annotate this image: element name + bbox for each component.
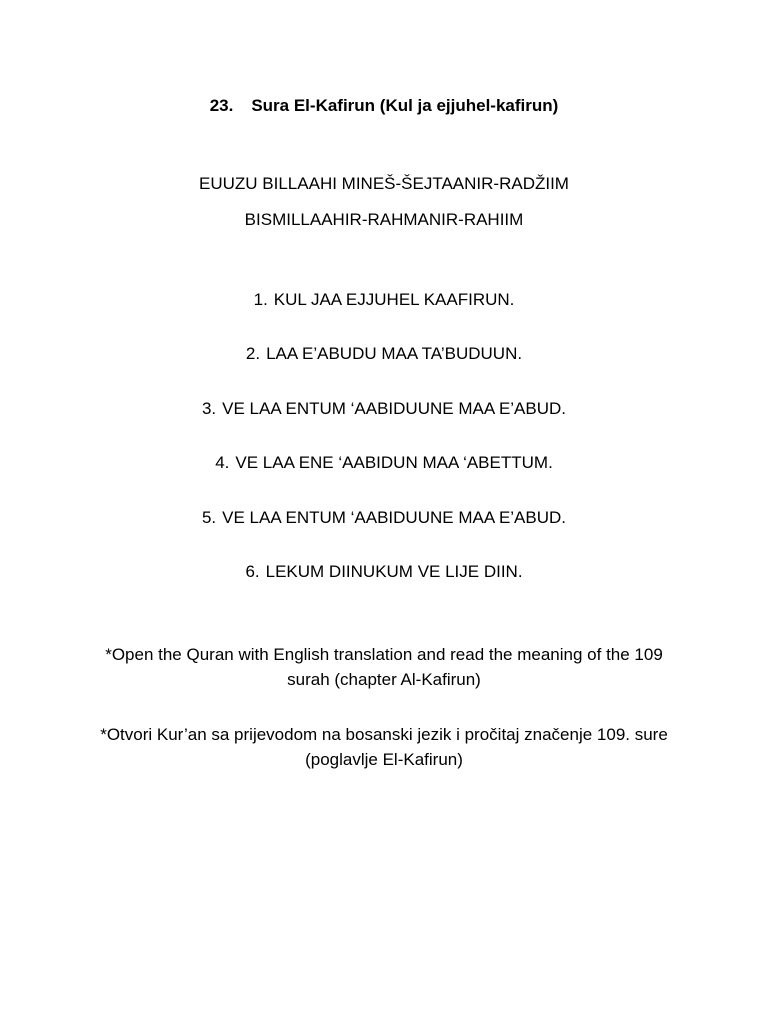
note-bosnian: *Otvori Kur’an sa prijevodom na bosanski jezik i pročitaj značenje 109. sure (poglavlje El-Kafirun): [100, 725, 668, 769]
verse-4: [0, 452, 768, 474]
verse-number: 5.: [201, 508, 217, 527]
opening-line-isti-aza: EUUZU BILLAAHI MINEŠ-ŠEJTAANIR-RADŽIIM: [199, 174, 569, 193]
verse-number: 4.: [215, 453, 230, 472]
verse-text: VE LAA ENTUM ‘AABIDUUNE MAA E’ABUD.: [222, 508, 567, 527]
title-text: Sura El-Kafirun (Kul ja ejjuhel-kafirun): [251, 96, 559, 115]
verse-text: LEKUM DIINUKUM VE LIJE DIIN.: [265, 562, 523, 581]
title-number: 23.: [209, 96, 234, 115]
verse-text: KUL JAA EJJUHEL KAAFIRUN.: [273, 290, 515, 309]
verse-6: [0, 561, 768, 583]
verse-text: LAA E’ABUDU MAA TA’BUDUUN.: [266, 344, 523, 363]
verse-2: [0, 343, 768, 365]
verse-number: 2.: [245, 344, 261, 363]
page-title: [0, 95, 768, 117]
verse-number: 3.: [201, 399, 217, 418]
verse-number: 6.: [245, 562, 260, 581]
verse-1: [0, 289, 768, 311]
opening-line-basmala: BISMILLAAHIR-RAHMANIR-RAHIIM: [244, 210, 524, 229]
verse-text: VE LAA ENTUM ‘AABIDUUNE MAA E’ABUD.: [222, 399, 567, 418]
verse-text: VE LAA ENE ‘AABIDUN MAA ‘ABETTUM.: [235, 453, 553, 472]
verse-5: [0, 507, 768, 529]
verse-3: [0, 398, 768, 420]
note-english: *Open the Quran with English translation and read the meaning of the 109 surah (chapter Al-Kafirun): [105, 645, 663, 689]
verse-number: 1.: [253, 290, 268, 309]
